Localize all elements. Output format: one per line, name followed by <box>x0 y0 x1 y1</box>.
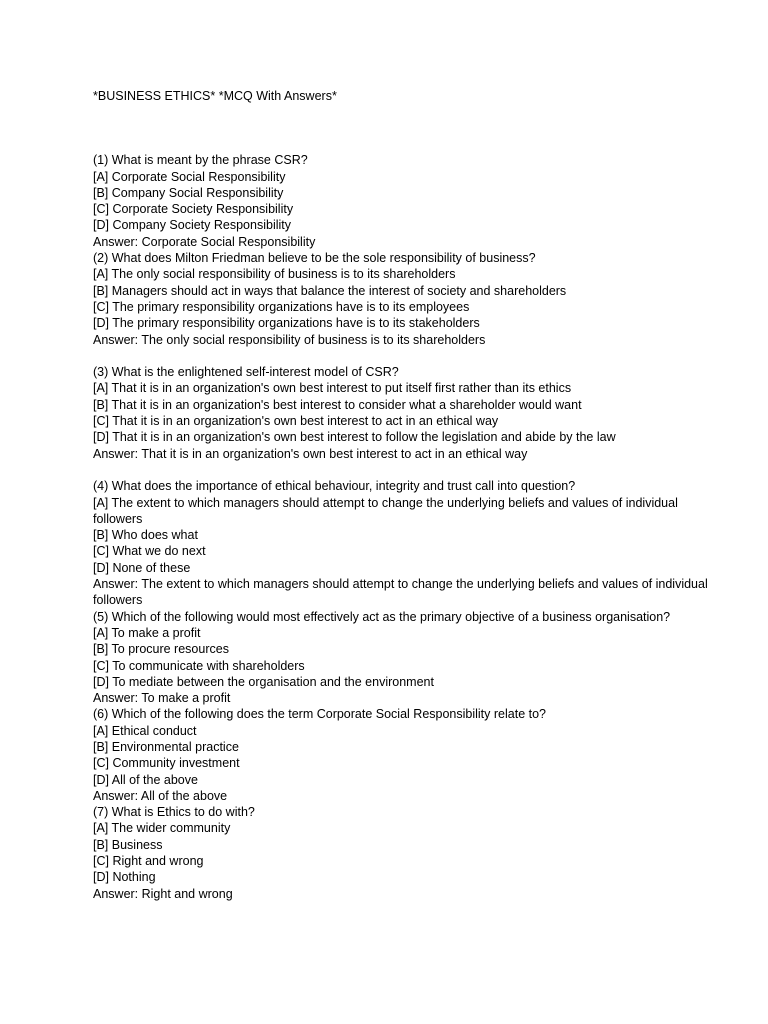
option-d: [D] Nothing <box>93 870 156 885</box>
answer-line: Answer: Corporate Social Responsibility <box>93 234 316 249</box>
option-c: [C] The primary responsibility organizations have is to its employees <box>93 299 470 314</box>
option-c: [C] To communicate with shareholders <box>93 658 305 673</box>
option-b: [B] To procure resources <box>93 642 229 657</box>
question-text: (1) What is meant by the phrase CSR? <box>93 153 308 168</box>
question-2 <box>93 250 728 348</box>
option-b: [B] Business <box>93 837 163 852</box>
option-b: [B] Company Social Responsibility <box>93 185 284 200</box>
question-6 <box>93 706 728 804</box>
option-a: [A] The wider community <box>93 821 231 836</box>
question-text: (3) What is the enlightened self-interest model of CSR? <box>93 365 399 380</box>
answer-line: Answer: The extent to which managers should attempt to change the underlying beliefs and values of individual followers <box>93 577 708 608</box>
option-b: [B] Environmental practice <box>93 739 239 754</box>
option-a: [A] Ethical conduct <box>93 723 197 738</box>
option-c: [C] Right and wrong <box>93 854 204 869</box>
option-a: [A] The only social responsibility of business is to its shareholders <box>93 267 456 282</box>
option-a: [A] To make a profit <box>93 625 201 640</box>
answer-line: Answer: All of the above <box>93 788 228 803</box>
option-d: [D] Company Society Responsibility <box>93 218 291 233</box>
answer-line: Answer: Right and wrong <box>93 886 233 901</box>
question-7 <box>93 804 728 902</box>
option-c: [C] What we do next <box>93 544 206 559</box>
option-b: [B] Managers should act in ways that balance the interest of society and shareholders <box>93 283 567 298</box>
option-d: [D] All of the above <box>93 772 198 787</box>
option-a: [A] The extent to which managers should attempt to change the underlying beliefs and values of individual followers <box>93 495 678 526</box>
option-d: [D] To mediate between the organisation and the environment <box>93 674 434 689</box>
question-5 <box>93 609 728 707</box>
question-text: (2) What does Milton Friedman believe to be the sole responsibility of business? <box>93 251 536 266</box>
option-d: [D] None of these <box>93 560 191 575</box>
answer-line: Answer: To make a profit <box>93 691 231 706</box>
question-4 <box>93 478 728 608</box>
option-d: [D] That it is in an organization's own best interest to follow the legislation and abide by the law <box>93 430 616 445</box>
option-b: [B] Who does what <box>93 528 198 543</box>
option-a: [A] Corporate Social Responsibility <box>93 169 286 184</box>
blank-line <box>93 348 728 364</box>
question-text: (7) What is Ethics to do with? <box>93 805 255 820</box>
option-a: [A] That it is in an organization's own best interest to put itself first rather than its ethics <box>93 381 572 396</box>
option-d: [D] The primary responsibility organizations have is to its stakeholders <box>93 316 480 331</box>
option-c: [C] Community investment <box>93 756 240 771</box>
option-b: [B] That it is in an organization's best interest to consider what a shareholder would want <box>93 397 582 412</box>
option-c: [C] That it is in an organization's own best interest to act in an ethical way <box>93 414 499 429</box>
answer-line: Answer: That it is in an organization's own best interest to act in an ethical way <box>93 446 528 461</box>
option-c: [C] Corporate Society Responsibility <box>93 202 294 217</box>
question-text: (5) Which of the following would most effectively act as the primary objective of a business organisation? <box>93 609 671 624</box>
answer-line: Answer: The only social responsibility of business is to its shareholders <box>93 332 486 347</box>
document-title: *BUSINESS ETHICS* *MCQ With Answers* <box>93 89 337 103</box>
blank-line <box>93 462 728 478</box>
question-text: (6) Which of the following does the term Corporate Social Responsibility relate to? <box>93 707 546 722</box>
question-text: (4) What does the importance of ethical behaviour, integrity and trust call into question? <box>93 479 576 494</box>
question-1 <box>93 152 728 250</box>
question-3 <box>93 364 728 462</box>
